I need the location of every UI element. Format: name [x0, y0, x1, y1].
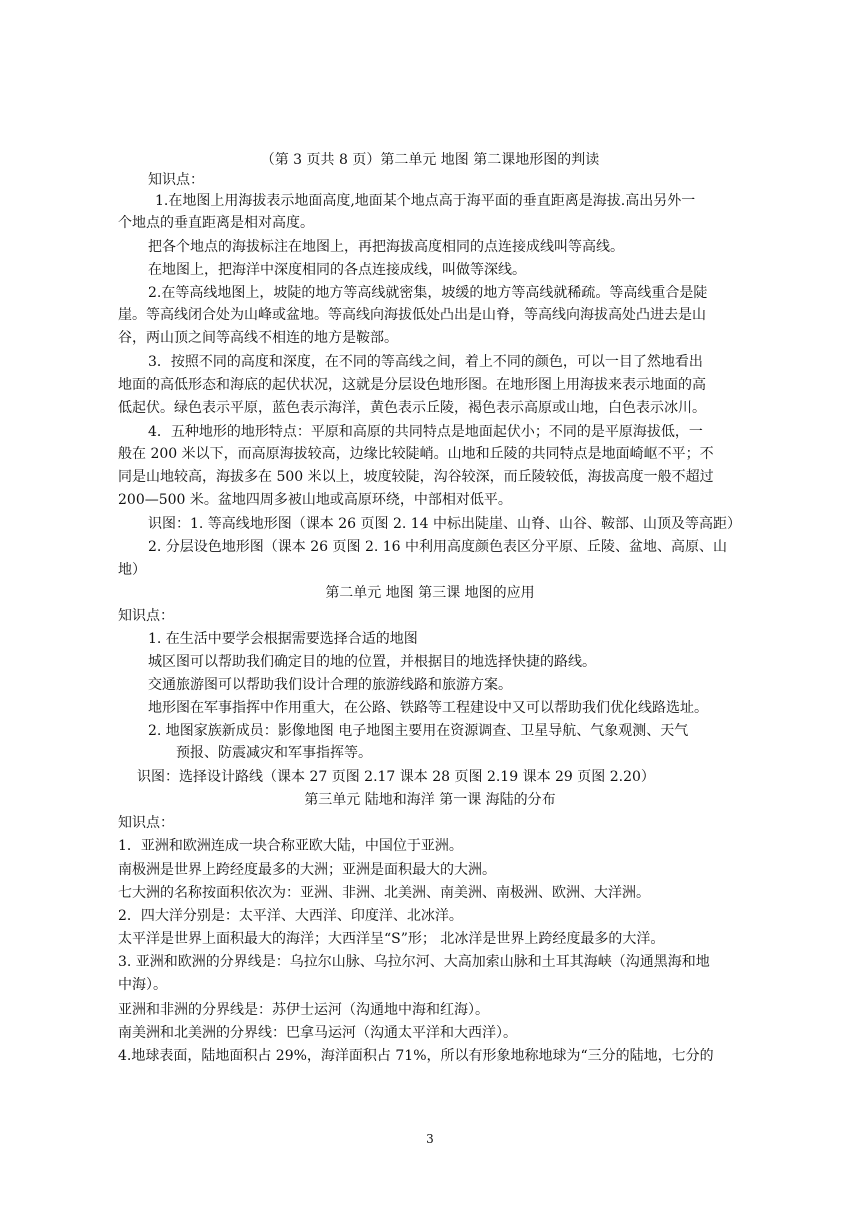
- section-heading: （第 3 页共 8 页）第二单元 地图 第二课地形图的判读: [260, 152, 600, 168]
- text-line: 在地图上，把海洋中深度相同的各点连接成线，叫做等深线。: [148, 262, 526, 278]
- text-line: 识图：选择设计路线（课本 27 页图 2.17 课本 28 页图 2.19 课本 29 页图 2.20）: [137, 769, 655, 785]
- text-line: 3. 亚洲和欧洲的分界线是：乌拉尔山脉、乌拉尔河、大高加索山脉和土耳其海峡（沟通黑海和地: [118, 954, 710, 970]
- text-line: 般在 200 米以下，而高原海拔较高，边缘比较陡峭。山地和丘陵的共同特点是地面崎岖不平；不: [118, 446, 714, 462]
- text-line: 亚洲和非洲的分界线是：苏伊士运河（沟通地中海和红海）。: [118, 1002, 489, 1018]
- text-line: 把各个地点的海拔标注在地图上，再把海拔高度相同的点连接成线叫等高线。: [148, 239, 624, 255]
- section-heading: 第三单元 陆地和海洋 第一课 海陆的分布: [304, 792, 556, 808]
- text-line: 七大洲的名称按面积依次为：亚洲、非洲、北美洲、南美洲、南极洲、欧洲、大洋洲。: [118, 885, 650, 901]
- text-line: 1.在地图上用海拔表示地面高度,地面某个地点高于海平面的垂直距离是海拔.高出另外一: [155, 193, 696, 209]
- text-line: 低起伏。绿色表示平原，蓝色表示海洋，黄色表示丘陵，褐色表示高原或山地，白色表示冰川。: [118, 400, 706, 416]
- text-line: 知识点：: [118, 815, 174, 831]
- text-line: 同是山地较高，海拔多在 500 米以上，坡度较陡，沟谷较深，而丘陵较低，海拔高度一般不超过: [118, 469, 714, 485]
- text-line: 交通旅游图可以帮助我们设计合理的旅游线路和旅游方案。: [148, 677, 512, 693]
- text-line: 1. 在生活中要学会根据需要选择合适的地图: [148, 631, 418, 647]
- text-line: 2. 地图家族新成员：影像地图 电子地图主要用在资源调查、卫星导航、气象观测、天气: [148, 723, 689, 739]
- text-line: 地）: [118, 562, 146, 578]
- text-line: 中海）。: [118, 977, 167, 993]
- text-line: 预报、防震减灾和军事指挥等。: [176, 745, 372, 761]
- text-line: 2.在等高线地图上，坡陡的地方等高线就密集，坡缓的地方等高线就稀疏。等高线重合是陡: [148, 285, 708, 301]
- text-line: 地形图在军事指挥中作用重大，在公路、铁路等工程建设中又可以帮助我们优化线路选址。: [148, 700, 708, 716]
- page-number: 3: [426, 1132, 434, 1146]
- text-line: 识图：1. 等高线地形图（课本 26 页图 2. 14 中标出陡崖、山脊、山谷、鞍部、山顶及等高距）: [148, 516, 742, 532]
- text-line: 崖。等高线闭合处为山峰或盆地。等高线向海拔低处凸出是山脊，等高线向海拔高处凸进去是山: [118, 307, 706, 323]
- text-line: 知识点：: [148, 172, 204, 188]
- text-line: 4．五种地形的地形特点：平原和高原的共同特点是地面起伏小；不同的是平原海拔低，一: [148, 424, 703, 440]
- text-line: 太平洋是世界上面积最大的海洋；大西洋呈“S”形； 北冰洋是世界上跨经度最多的大洋。: [118, 931, 665, 947]
- text-line: 谷，两山顶之间等高线不相连的地方是鞍部。: [118, 330, 398, 346]
- text-line: 3．按照不同的高度和深度，在不同的等高线之间，着上不同的颜色，可以一目了然地看出: [148, 354, 703, 370]
- section-heading: 第二单元 地图 第三课 地图的应用: [325, 585, 535, 601]
- text-line: 4.地球表面，陆地面积占 29%，海洋面积占 71%，所以有形象地称地球为“三分的陆地，七分的: [118, 1048, 714, 1064]
- text-line: 知识点：: [118, 608, 174, 624]
- text-line: 1．亚洲和欧洲连成一块合称亚欧大陆，中国位于亚洲。: [118, 838, 463, 854]
- text-line: 2. 分层设色地形图（课本 26 页图 2. 16 中利用高度颜色表区分平原、丘陵、盆地、高原、山: [148, 539, 728, 555]
- text-line: 200—500 米。盆地四周多被山地或高原环绕，中部相对低平。: [118, 492, 512, 508]
- text-line: 个地点的垂直距离是相对高度。: [118, 215, 314, 231]
- text-line: 南极洲是世界上跨经度最多的大洲；亚洲是面积最大的大洲。: [118, 862, 496, 878]
- text-line: 城区图可以帮助我们确定目的地的位置，并根据目的地选择快捷的路线。: [148, 654, 596, 670]
- text-line: 2．四大洋分别是：太平洋、大西洋、印度洋、北冰洋。: [118, 908, 463, 924]
- text-line: 南美洲和北美洲的分界线：巴拿马运河（沟通太平洋和大西洋）。: [118, 1025, 517, 1041]
- text-line: 地面的高低形态和海底的起伏状况，这就是分层设色地形图。在地形图上用海拔来表示地面的高: [118, 377, 706, 393]
